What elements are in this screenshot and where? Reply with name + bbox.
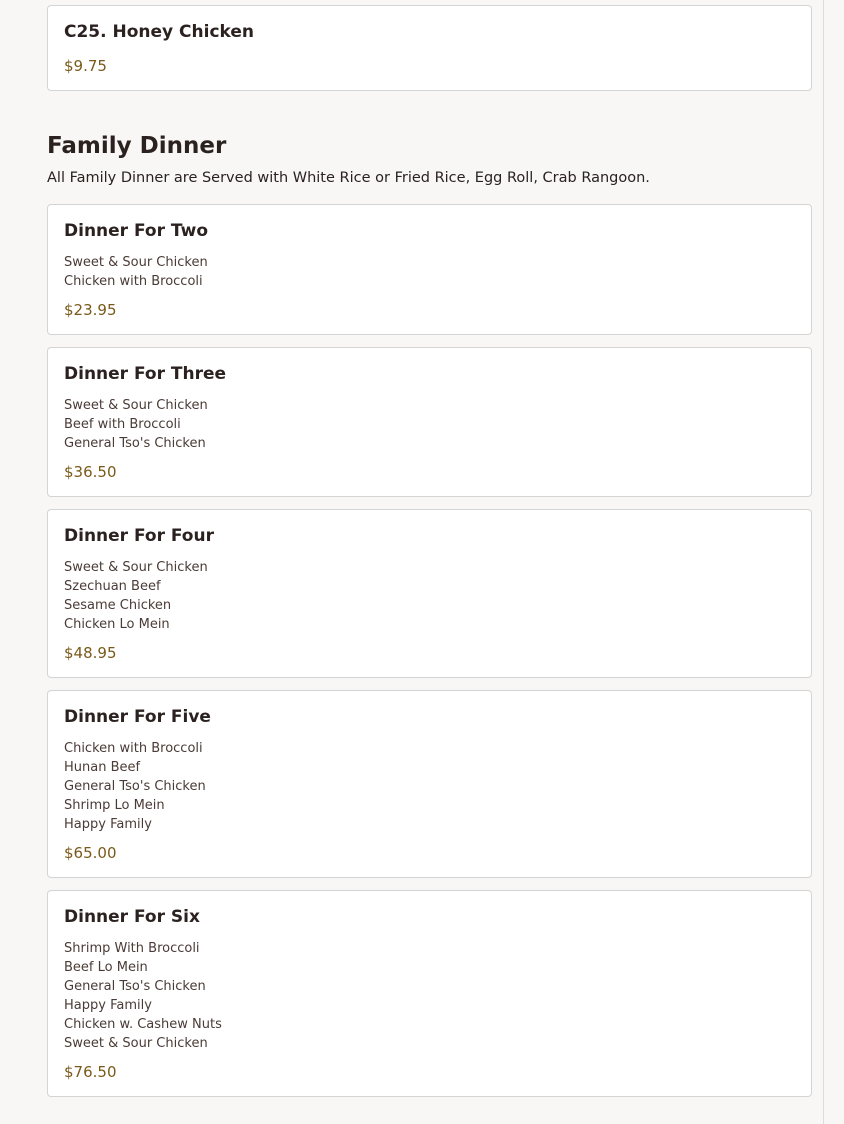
- menu-item-price: $65.00: [64, 844, 117, 862]
- menu-item-description-line: Shrimp With Broccoli: [64, 941, 200, 956]
- menu-item-price: $36.50: [64, 463, 117, 481]
- menu-item-description-line: Sweet & Sour Chicken: [64, 255, 208, 270]
- menu-item-description-line: Chicken Lo Mein: [64, 617, 170, 632]
- menu-item-card[interactable]: [47, 890, 812, 1097]
- menu-item-description-line: Sweet & Sour Chicken: [64, 1036, 208, 1051]
- menu-item-name: Dinner For Six: [64, 907, 200, 927]
- menu-item-description-line: Chicken with Broccoli: [64, 741, 203, 756]
- menu-item-description-line: Sesame Chicken: [64, 598, 172, 613]
- menu-item-name: Dinner For Three: [64, 364, 227, 384]
- menu-item-description-line: Happy Family: [64, 817, 152, 832]
- menu-item-description: [64, 253, 795, 291]
- menu-item-description-line: Beef with Broccoli: [64, 417, 181, 432]
- menu-item-description: [64, 739, 795, 834]
- section-subtitle: All Family Dinner are Served with White Rice or Fried Rice, Egg Roll, Crab Rangoon.: [47, 170, 650, 186]
- menu-item-card[interactable]: [47, 347, 812, 497]
- menu-item-price: $23.95: [64, 301, 117, 319]
- menu-item-description-line: Hunan Beef: [64, 760, 141, 775]
- menu-item-description-line: Sweet & Sour Chicken: [64, 398, 208, 413]
- menu-item-description-line: Chicken w. Cashew Nuts: [64, 1017, 222, 1032]
- menu-item-card[interactable]: [47, 5, 812, 91]
- menu-item-card[interactable]: [47, 204, 812, 335]
- menu-item-price: $48.95: [64, 644, 117, 662]
- menu-item-card[interactable]: [47, 509, 812, 678]
- menu-item-description-line: Sweet & Sour Chicken: [64, 560, 208, 575]
- menu-items-list: [47, 204, 812, 1097]
- menu-item-description-line: Happy Family: [64, 998, 152, 1013]
- menu-item-name: C25. Honey Chicken: [64, 22, 255, 42]
- menu-item-card[interactable]: [47, 690, 812, 878]
- menu-item-description-line: General Tso's Chicken: [64, 779, 206, 794]
- menu-item-name: Dinner For Two: [64, 221, 208, 241]
- menu-item-description-line: Szechuan Beef: [64, 579, 161, 594]
- menu-item-description-line: Beef Lo Mein: [64, 960, 148, 975]
- menu-item-name: Dinner For Four: [64, 526, 214, 546]
- menu-item-description: [64, 939, 795, 1053]
- menu-item-description-line: Shrimp Lo Mein: [64, 798, 165, 813]
- section-title: Family Dinner: [47, 133, 227, 159]
- menu-content: [47, 5, 812, 1109]
- menu-item-description-line: General Tso's Chicken: [64, 436, 206, 451]
- menu-item-price: $76.50: [64, 1063, 117, 1081]
- menu-item-description-line: Chicken with Broccoli: [64, 274, 203, 289]
- menu-item-description: [64, 558, 795, 634]
- menu-item-price: $9.75: [64, 57, 107, 75]
- menu-item-name: Dinner For Five: [64, 707, 211, 727]
- menu-item-description: [64, 396, 795, 453]
- menu-item-description-line: General Tso's Chicken: [64, 979, 206, 994]
